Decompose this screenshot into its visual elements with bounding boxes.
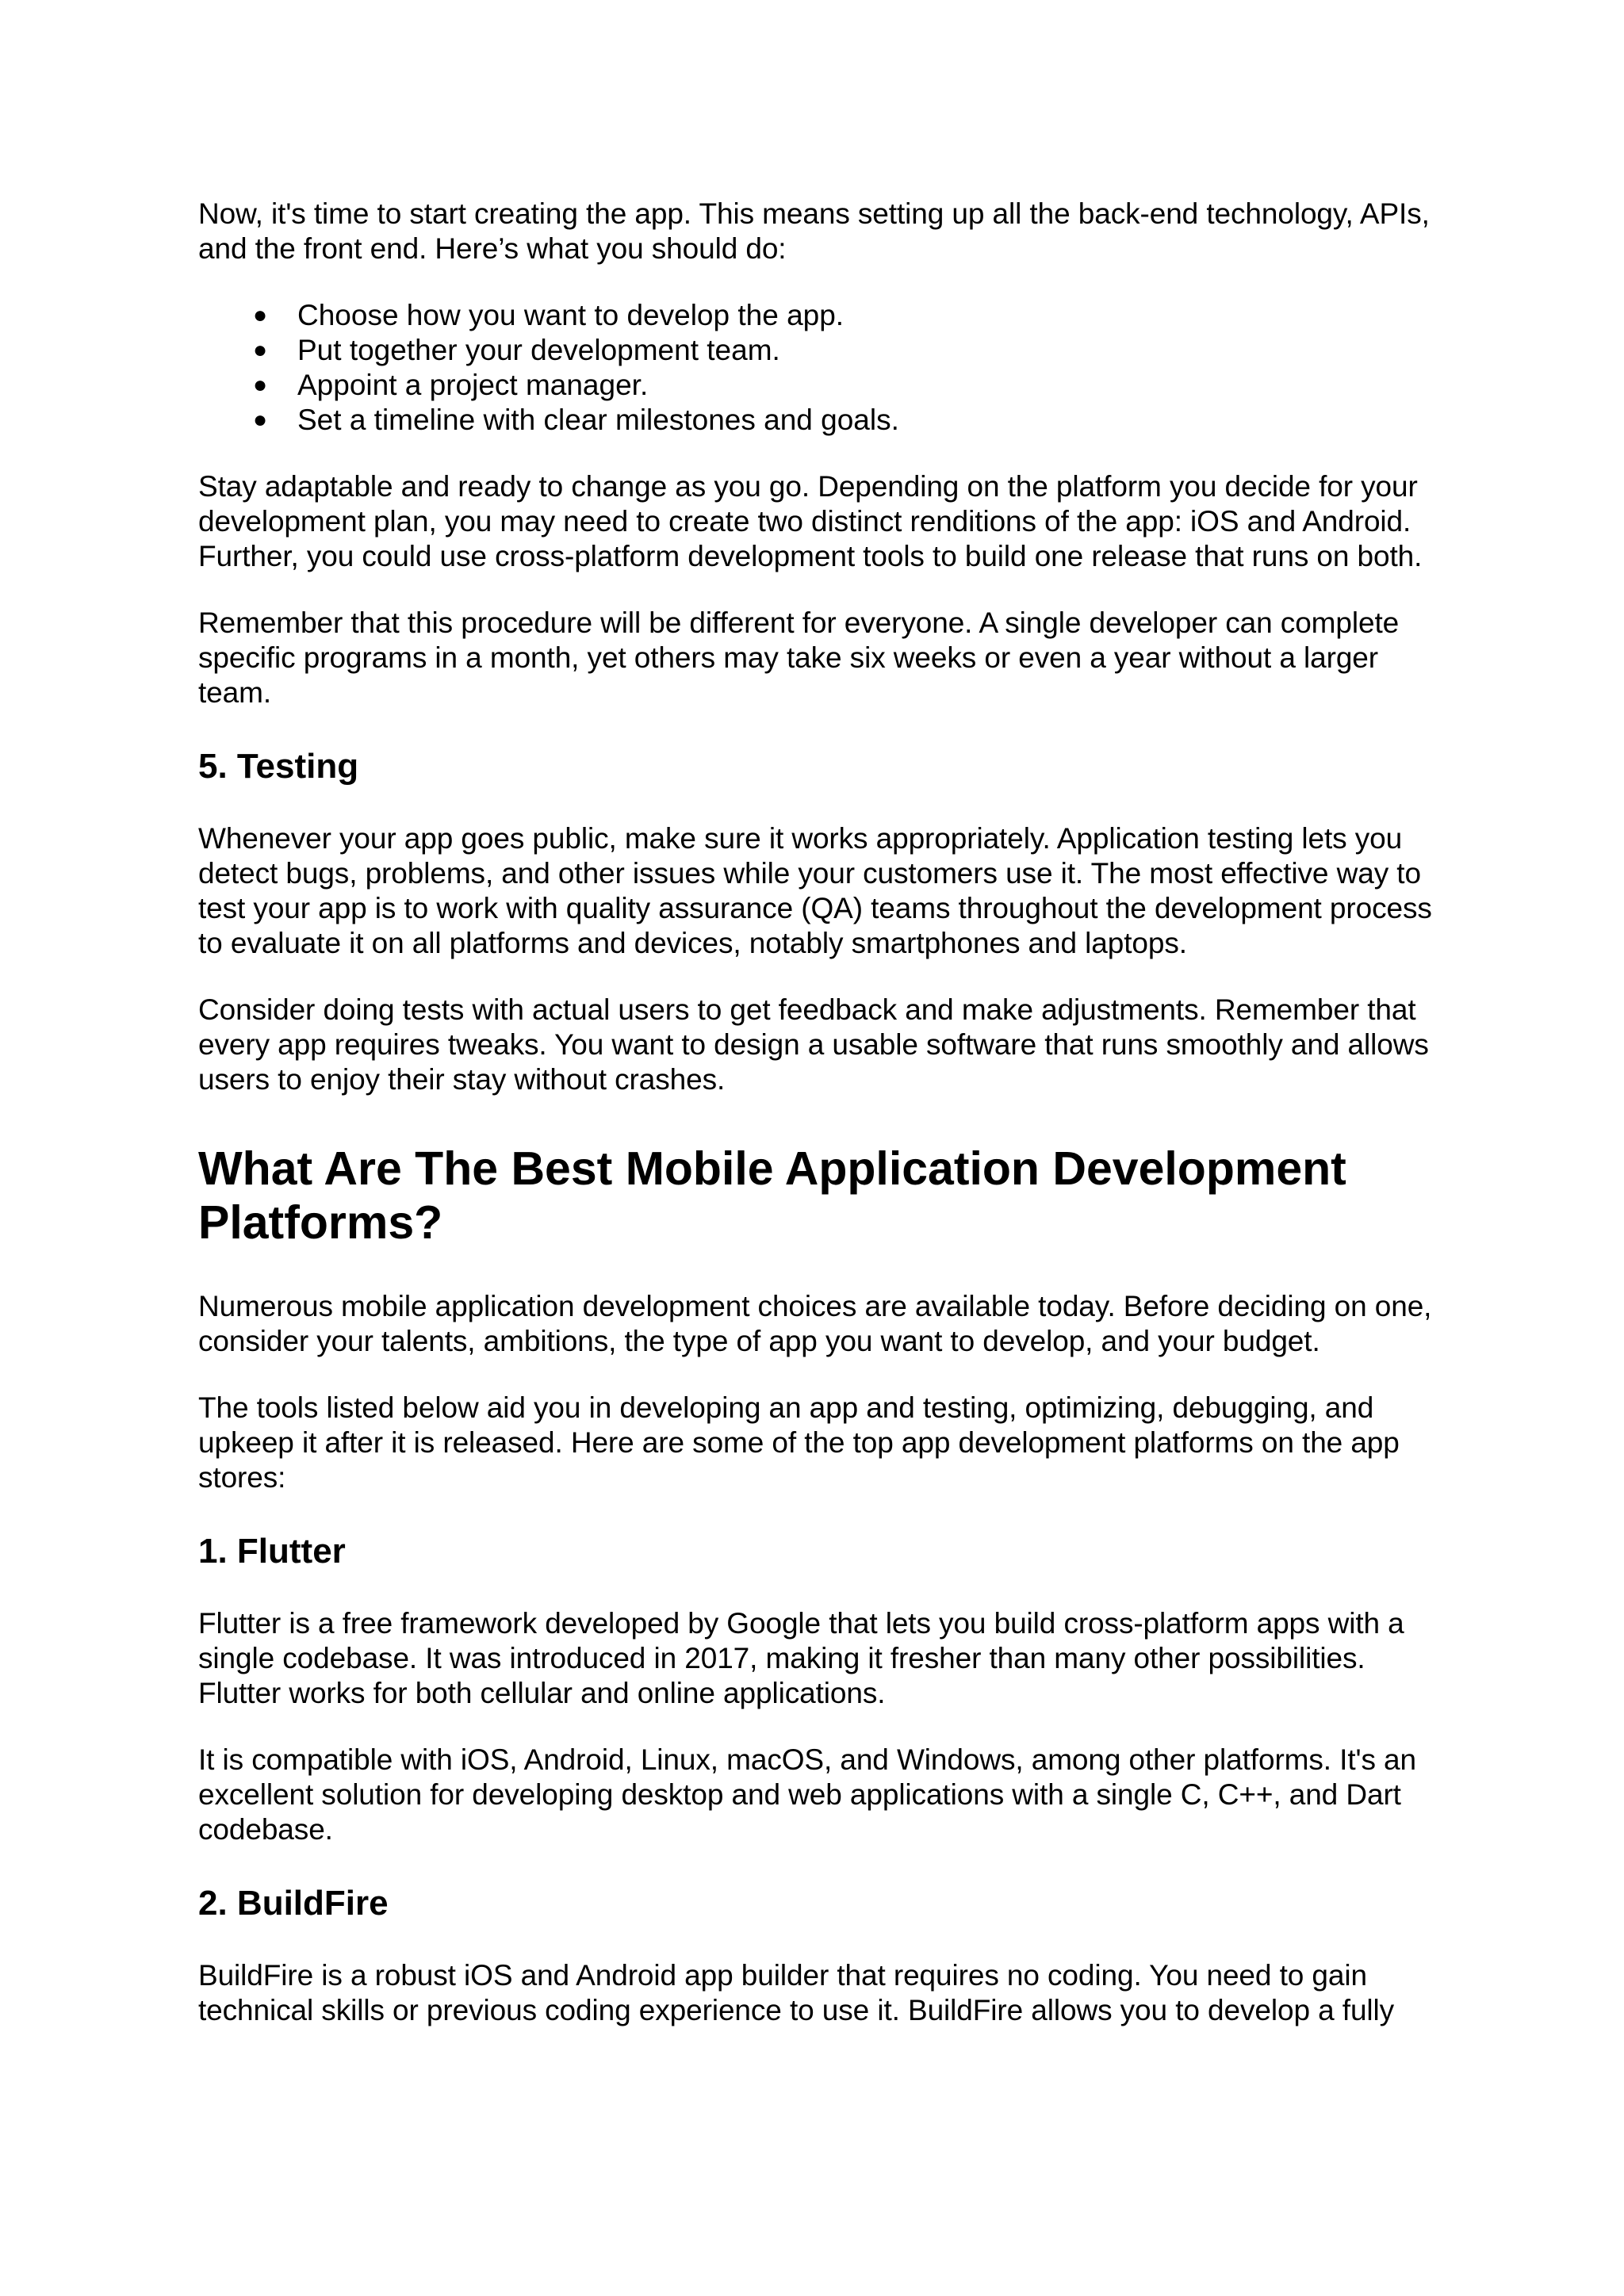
testing-paragraph-1: Whenever your app goes public, make sure it works appropriately. Application testing lets you detect bugs, problems, and other issues while your customers use it. The most effective way to test your app is to work with quality assurance (QA) teams throughout the development process to evaluate it on all platforms and devices, notably smartphones and laptops. xyxy=(198,822,1432,959)
document-body xyxy=(198,197,1447,2028)
bullet-text: Set a timeline with clear milestones and goals. xyxy=(297,404,899,436)
bullet-icon: ● xyxy=(252,407,268,433)
intro-paragraph: Now, it's time to start creating the app. This means setting up all the back-end technology, APIs, and the front end. Here’s what you should do: xyxy=(198,197,1430,265)
platforms-paragraph-2: The tools listed below aid you in developing an app and testing, optimizing, debugging, and upkeep it after it is released. Here are some of the top app development platforms on the app stores: xyxy=(198,1391,1400,1494)
steps-bullet-list xyxy=(198,298,1447,438)
buildfire-paragraph-1: BuildFire is a robust iOS and Android app builder that requires no coding. You need to gain technical skills or previous coding experience to use it. BuildFire allows you to develop a fully xyxy=(198,1959,1395,2026)
buildfire-heading: 2. BuildFire xyxy=(198,1884,389,1923)
flutter-heading: 1. Flutter xyxy=(198,1532,346,1571)
testing-paragraph-2: Consider doing tests with actual users to get feedback and make adjustments. Remember that every app requires tweaks. You want to design a usable software that runs smoothly and allows users to enjoy their stay without crashes. xyxy=(198,993,1429,1096)
bullet-list-item xyxy=(198,333,1447,368)
bullet-list-item xyxy=(198,298,1447,333)
flutter-paragraph-1: Flutter is a free framework developed by Google that lets you build cross-platform apps with a single codebase. It was introduced in 2017, making it fresher than many other possibilities. Flutter works for both cellular and online applications. xyxy=(198,1607,1404,1709)
flutter-paragraph-2: It is compatible with iOS, Android, Linux, macOS, and Windows, among other platforms. It's an excellent solution for developing desktop and web applications with a single C, C++, and Dart codebase. xyxy=(198,1743,1417,1846)
bullet-icon: ● xyxy=(252,372,268,398)
bullet-icon: ● xyxy=(252,337,268,363)
bullet-text: Appoint a project manager. xyxy=(297,369,649,401)
procedure-paragraph: Remember that this procedure will be different for everyone. A single developer can complete specific programs in a month, yet others may take six weeks or even a year without a larger team. xyxy=(198,607,1400,709)
adaptable-paragraph: Stay adaptable and ready to change as you go. Depending on the platform you decide for your development plan, you may need to create two distinct renditions of the app: iOS and Android. Further, you could use cross-platform development tools to build one release that runs on both. xyxy=(198,470,1423,572)
bullet-list-item xyxy=(198,403,1447,438)
bullet-list-item xyxy=(198,368,1447,403)
bullet-text: Choose how you want to develop the app. xyxy=(297,299,845,331)
bullet-icon: ● xyxy=(252,302,268,328)
testing-heading: 5. Testing xyxy=(198,747,359,786)
bullet-text: Put together your development team. xyxy=(297,334,780,366)
platforms-paragraph-1: Numerous mobile application development choices are available today. Before deciding on one, consider your talents, ambitions, the type of app you want to develop, and your budget. xyxy=(198,1290,1432,1357)
platforms-heading: What Are The Best Mobile Application Development Platforms? xyxy=(198,1142,1346,1249)
